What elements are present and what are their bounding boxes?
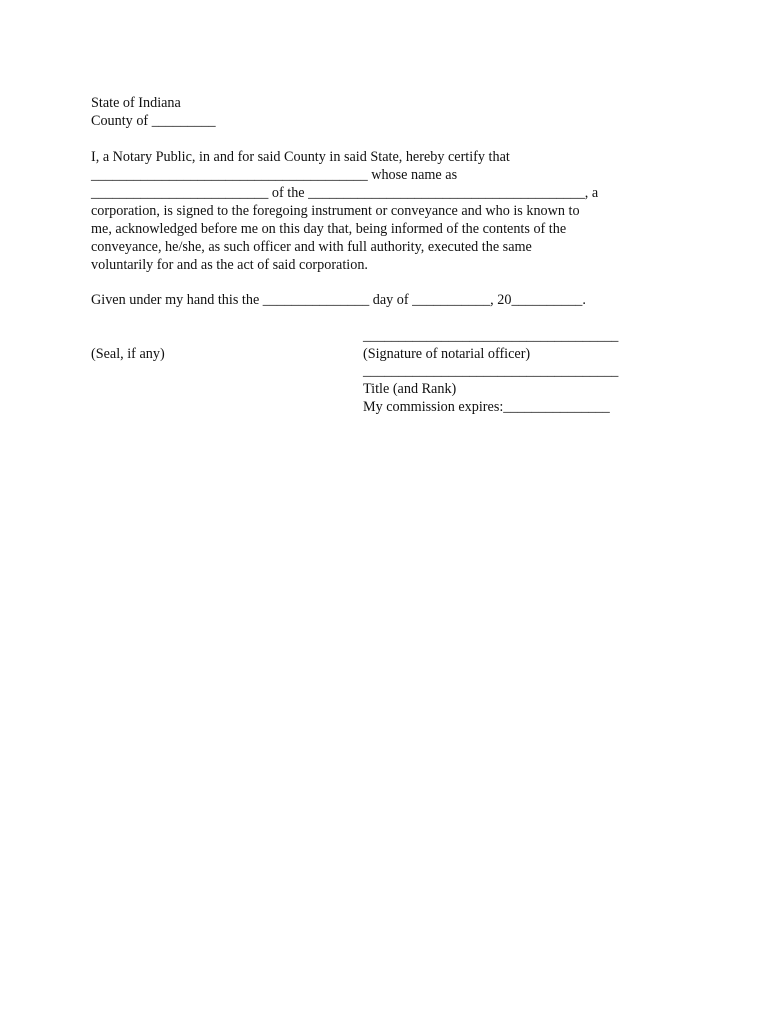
name-blank-line: _______________________________________ whose name as bbox=[91, 167, 458, 183]
signature-label: (Signature of notarial officer) bbox=[363, 346, 531, 362]
signature-blank-line: ____________________________________ bbox=[363, 328, 619, 344]
title-blank-line: ____________________________________ bbox=[363, 363, 619, 379]
title-rank-label: Title (and Rank) bbox=[363, 381, 457, 397]
body-text-line: me, acknowledged before me on this day that, being informed of the contents of the bbox=[91, 221, 567, 237]
body-text-line: conveyance, he/she, as such officer and with full authority, executed the same bbox=[91, 239, 532, 255]
state-line: State of Indiana bbox=[91, 95, 181, 111]
commission-expires-line: My commission expires:_______________ bbox=[363, 399, 610, 415]
officer-blank-line: _________________________ of the _______________________________________, a bbox=[91, 185, 599, 201]
given-under-hand-line: Given under my hand this the _______________ day of ___________, 20__________. bbox=[91, 292, 586, 308]
county-line: County of _________ bbox=[91, 113, 216, 129]
seal-label: (Seal, if any) bbox=[91, 346, 165, 362]
body-text-line: corporation, is signed to the foregoing instrument or conveyance and who is known to bbox=[91, 203, 580, 219]
certify-line: I, a Notary Public, in and for said County in said State, hereby certify that bbox=[91, 149, 510, 165]
body-text-line: voluntarily for and as the act of said corporation. bbox=[91, 257, 368, 273]
